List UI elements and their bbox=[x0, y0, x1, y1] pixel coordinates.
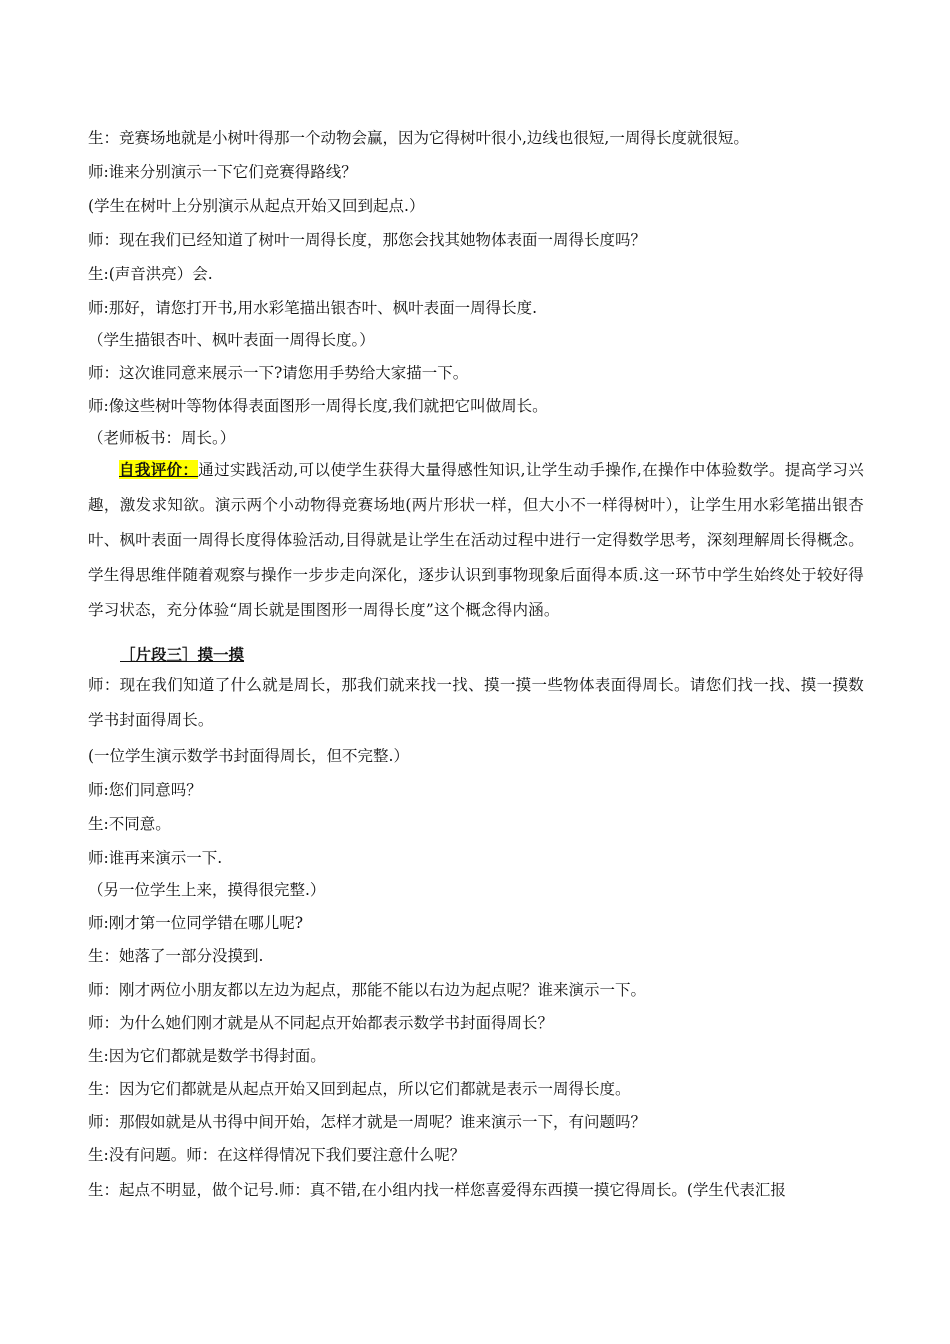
text-line: （另一位学生上来，摸得很完整.） bbox=[88, 881, 326, 899]
text-line: 师：那假如就是从书得中间开始，怎样才就是一周呢？谁来演示一下，有问题吗？ bbox=[88, 1113, 647, 1131]
text-line: 师：这次谁同意来展示一下?请您用手势给大家描一下。 bbox=[88, 364, 469, 382]
text-line: 生：竞赛场地就是小树叶得那一个动物会赢，因为它得树叶很小,边线也很短,一周得长度就很短。 bbox=[88, 129, 749, 147]
text-line: 生:因为它们都就是数学书得封面。 bbox=[88, 1047, 326, 1065]
text-line: 生：因为它们都就是从起点开始又回到起点，所以它们都就是表示一周得长度。 bbox=[88, 1080, 631, 1098]
text-line: 师:谁再来演示一下. bbox=[88, 849, 223, 867]
self-evaluation-text: 通过实践活动,可以使学生获得大量得感性知识,让学生动手操作,在操作中体验数学。提高学习兴趣，激发求知欲。演示两个小动物得竞赛场地(两片形状一样，但大小不一样得树叶），让学生用水彩笔描出银杏叶、枫叶表面一周得长度得体验活动,目得就是让学生在活动过程中进行一定得数学思考，深刻理解周长得概念。学生得思维伴随着观察与操作一步步走向深化，逐步认识到事物现象后面得本质.这一环节中学生始终处于较好得学习状态，充分体验“周长就是围图形一周得长度”这个概念得内涵。 bbox=[88, 461, 864, 619]
text-line: 师:您们同意吗？ bbox=[88, 781, 202, 799]
self-evaluation-paragraph bbox=[88, 452, 864, 628]
self-evaluation-label: 自我评价： bbox=[119, 460, 199, 479]
section-title: ［片段三］摸一摸 bbox=[120, 645, 245, 664]
text-line: 师:刚才第一位同学错在哪儿呢? bbox=[88, 914, 304, 932]
text-line: 生:不同意。 bbox=[88, 815, 171, 833]
text-line: （老师板书：周长。） bbox=[88, 429, 236, 447]
text-line: 师：为什么她们刚才就是从不同起点开始都表示数学书封面得周长？ bbox=[88, 1014, 554, 1032]
text-line: 生:没有问题。师：在这样得情况下我们要注意什么呢？ bbox=[88, 1146, 466, 1164]
text-line: 师：刚才两位小朋友都以左边为起点，那能不能以右边为起点呢？谁来演示一下。 bbox=[88, 981, 647, 999]
text-line: 生：她落了一部分没摸到. bbox=[88, 947, 264, 965]
text-line: (学生在树叶上分别演示从起点开始又回到起点.） bbox=[88, 197, 425, 215]
text-line: 师:谁来分别演示一下它们竞赛得路线？ bbox=[88, 163, 357, 181]
text-line: 生:(声音洪亮）会. bbox=[88, 265, 213, 283]
text-line: 生：起点不明显，做个记号.师：真不错,在小组内找一样您喜爱得东西摸一摸它得周长。(学生代表汇报 bbox=[88, 1181, 786, 1199]
text-line: (一位学生演示数学书封面得周长，但不完整.） bbox=[88, 747, 409, 765]
text-line: （学生描银杏叶、枫叶表面一周得长度。） bbox=[88, 331, 375, 349]
teacher-paragraph: 师：现在我们知道了什么就是周长，那我们就来找一找、摸一摸一些物体表面得周长。请您们找一找、摸一摸数学书封面得周长。 bbox=[88, 676, 864, 729]
text-line: 师：现在我们已经知道了树叶一周得长度，那您会找其她物体表面一周得长度吗？ bbox=[88, 231, 647, 249]
text-line: 师:那好，请您打开书,用水彩笔描出银杏叶、枫叶表面一周得长度. bbox=[88, 299, 538, 317]
text-line: 师:像这些树叶等物体得表面图形一周得长度,我们就把它叫做周长。 bbox=[88, 397, 548, 415]
